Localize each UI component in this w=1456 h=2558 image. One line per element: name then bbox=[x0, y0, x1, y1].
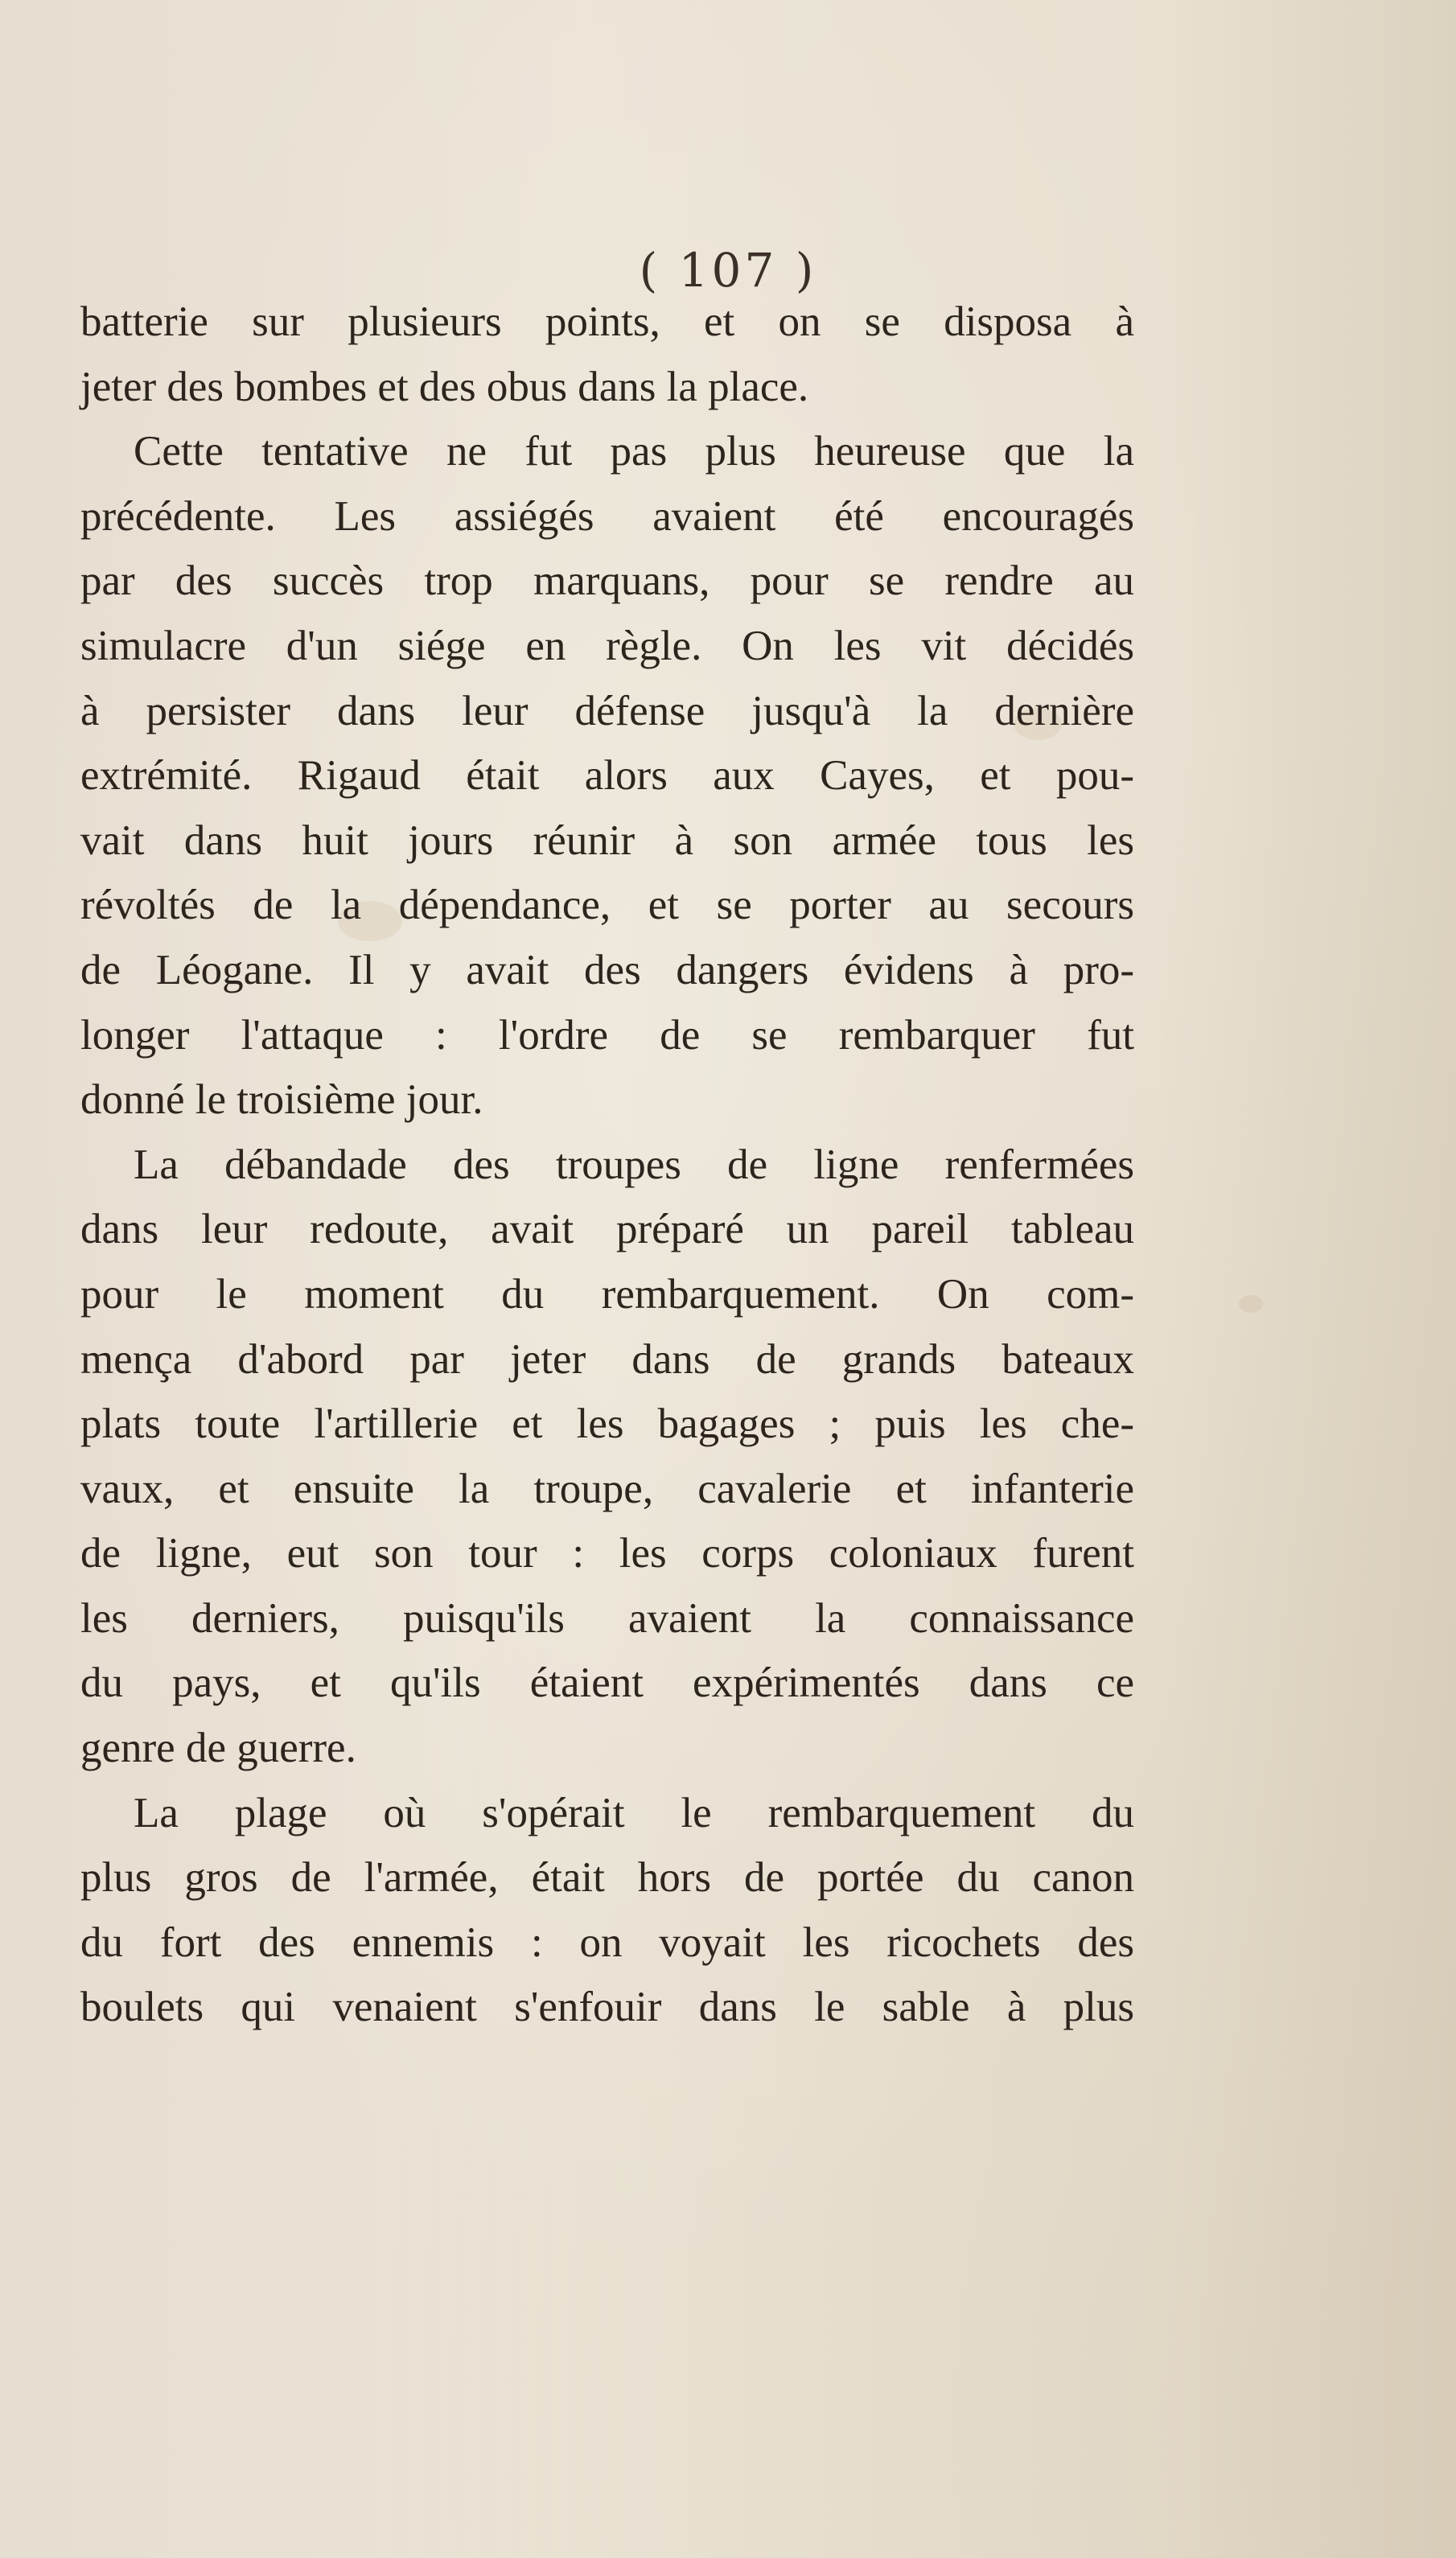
text-line: révoltés de la dépendance, et se porter au secours bbox=[80, 882, 1134, 929]
text-line: précédente. Les assiégés avaient été encouragés bbox=[80, 492, 1134, 540]
text-line: dans leur redoute, avait préparé un pareil tableau bbox=[80, 1206, 1134, 1253]
text-line: simulacre d'un siége en règle. On les vit décidés bbox=[80, 622, 1134, 669]
text-line: donné le troisième jour. bbox=[80, 1076, 483, 1124]
text-line: La débandade des troupes de ligne renfermées bbox=[134, 1141, 1134, 1188]
text-line: Cette tentative ne fut pas plus heureuse que la bbox=[134, 428, 1134, 475]
text-line: à persister dans leur défense jusqu'à la dernière bbox=[80, 687, 1134, 734]
text-line: mença d'abord par jeter dans de grands bateaux bbox=[80, 1335, 1134, 1383]
body-text bbox=[80, 290, 1134, 2040]
text-line: de ligne, eut son tour : les corps coloniaux furent bbox=[80, 1530, 1134, 1577]
text-line: vait dans huit jours réunir à son armée tous les bbox=[80, 816, 1134, 864]
text-line: La plage où s'opérait le rembarquement du bbox=[134, 1789, 1134, 1836]
text-line: du fort des ennemis : on voyait les ricochets des bbox=[80, 1918, 1134, 1966]
text-line: par des succès trop marquans, pour se rendre au bbox=[80, 557, 1134, 605]
text-line: boulets qui venaient s'enfouir dans le sable à plus bbox=[80, 1984, 1134, 2031]
text-line: plus gros de l'armée, était hors de portée du canon bbox=[80, 1854, 1134, 1902]
text-line: jeter des bombes et des obus dans la place. bbox=[80, 363, 809, 410]
text-line: vaux, et ensuite la troupe, cavalerie et infanterie bbox=[80, 1465, 1134, 1512]
text-line: longer l'attaque : l'ordre de se rembarquer fut bbox=[80, 1011, 1134, 1059]
text-line: batterie sur plusieurs points, et on se disposa à bbox=[80, 298, 1134, 345]
text-line: extrémité. Rigaud était alors aux Cayes, et pou- bbox=[80, 752, 1134, 800]
foxing-spot bbox=[1239, 1295, 1263, 1313]
text-line: les derniers, puisqu'ils avaient la connaissance bbox=[80, 1594, 1134, 1642]
text-line: genre de guerre. bbox=[80, 1725, 356, 1772]
text-line: de Léogane. Il y avait des dangers évidens à pro- bbox=[80, 946, 1134, 993]
text-line: du pays, et qu'ils étaient expérimentés dans ce bbox=[80, 1659, 1134, 1707]
page-number: ( 107 ) bbox=[639, 243, 817, 298]
text-line: plats toute l'artillerie et les bagages ; puis les che- bbox=[80, 1400, 1134, 1448]
text-line: pour le moment du rembarquement. On com- bbox=[80, 1270, 1134, 1318]
